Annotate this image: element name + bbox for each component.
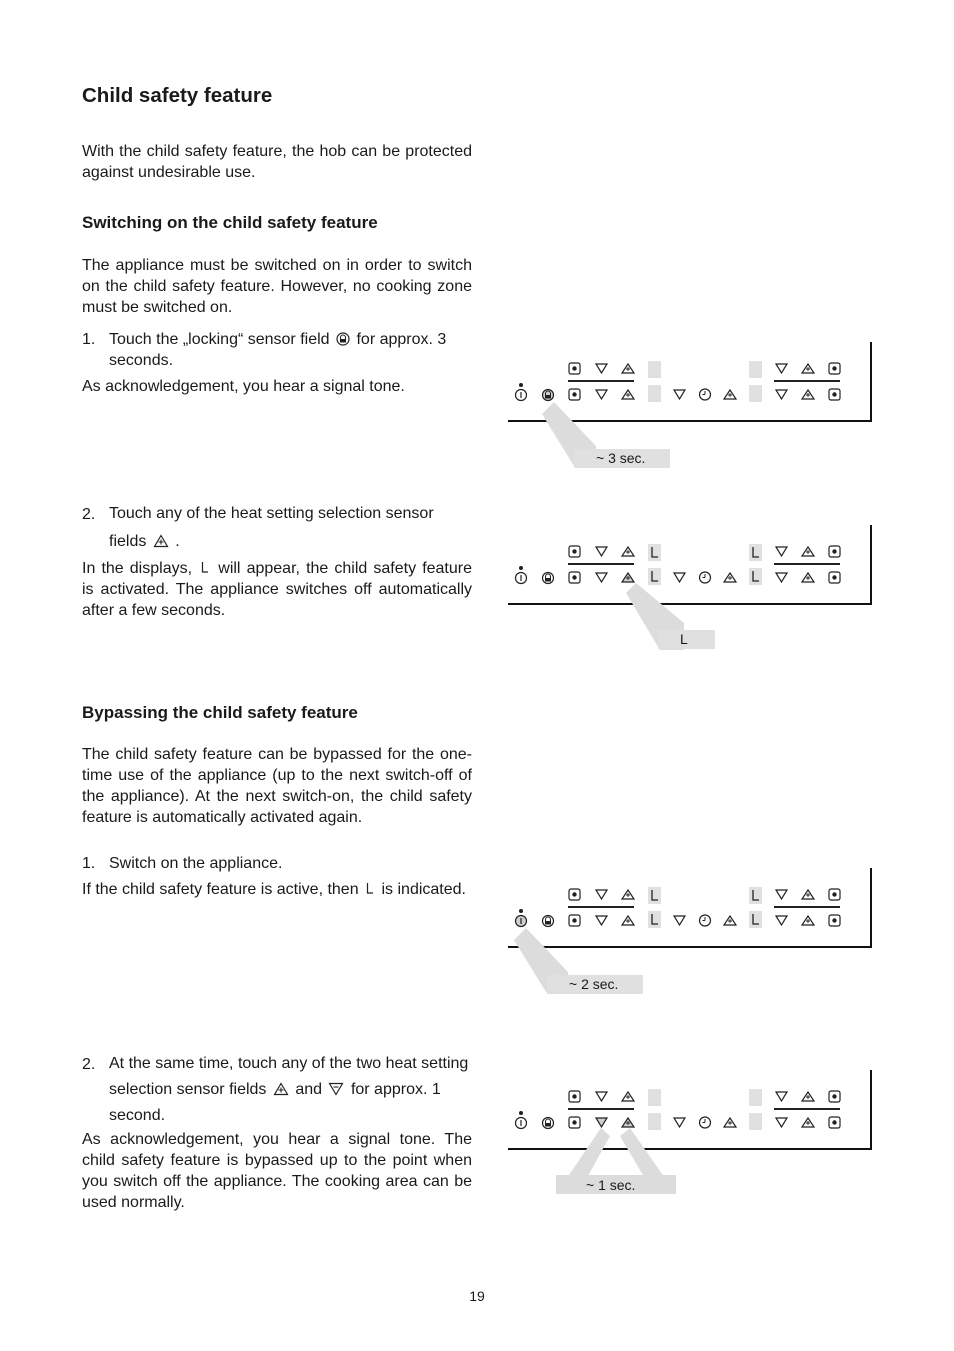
display-L-left [648,887,661,928]
lock-icon [336,332,350,346]
control-panel-diagram-2 [508,525,874,655]
on-off-icon [516,1111,527,1129]
center-controls [674,1117,736,1128]
page-title: Child safety feature [82,84,273,107]
step-number: 2. [82,1056,96,1073]
step-text: Touch any of the heat setting selection sensor fields [109,505,434,550]
display-paragraph [82,558,472,621]
on-off-icon [516,383,527,401]
switching-on-paragraph: The appliance must be switched on in order to switch on the child safety feature. However, no cooking zone must be switched on. [82,257,472,316]
control-panel-diagram-4 [508,1070,874,1200]
left-zone-controls [568,1091,634,1128]
display-left-top [648,361,661,378]
right-zone-controls [774,546,840,583]
right-zone-controls [774,1091,840,1128]
callout-1-sec: ~ 1 sec. [586,1177,636,1193]
center-controls [674,915,736,926]
display-left-top [648,1089,661,1106]
step-text: and [295,1081,323,1098]
plus-triangle-icon [153,534,169,548]
step-text: Switch on the appliance. [109,855,283,872]
indication-text: is indicated. [381,881,466,898]
control-panel-4 [508,1070,874,1200]
heading-bypassing: Bypassing the child safety feature [82,703,358,722]
step-number: 2. [82,506,96,523]
center-controls [674,572,736,583]
display-text: will appear, the child safety feature is activated. The appliance switches off automatically after a few seconds. [82,560,473,619]
minus-triangle-icon [328,1082,344,1096]
center-controls [674,389,736,400]
display-left-bottom [648,385,661,402]
intro-paragraph: With the child safety feature, the hob can be protected against undesirable use. [82,143,472,181]
right-zone-controls [774,889,840,926]
callout-2-sec: ~ 2 sec. [547,975,643,994]
bypass-acknowledgement: As acknowledgement, you hear a signal tone. The child safety feature is bypassed up to the point when you switch off the appliance. The cooking area can be used normally. [82,1131,472,1211]
indication-paragraph [82,879,472,900]
lock-icon [543,1118,554,1129]
lock-icon [543,916,554,927]
right-zone-controls [774,363,840,400]
display-L-icon [200,561,210,575]
control-panel-diagram-1 [508,342,874,472]
left-zone-controls [568,363,634,400]
display-L-right [749,887,762,928]
callout-3-sec: ~ 3 sec. [574,449,670,468]
on-off-icon-highlighted [516,909,527,927]
display-right-top [749,361,762,378]
plus-triangle-icon [273,1082,289,1096]
bypassing-paragraph: The child safety feature can be bypassed for the one-time use of the appliance (up to the next switch-off of the appliance). At the next switch-on, the child safety feature is automatically activated again. [82,746,472,826]
step-number: 1. [82,855,96,872]
on-off-icon [516,566,527,584]
callout-L-display: L [658,630,715,649]
display-L-left [648,544,661,585]
display-right-bottom [749,385,762,402]
left-zone-controls [568,889,634,926]
step-text: Touch the „locking“ sensor field [109,331,330,348]
page-number: 19 [469,1288,485,1304]
display-right-top [749,1089,762,1106]
display-left-bottom [648,1113,661,1130]
display-L-icon [365,882,375,896]
left-zone-controls [568,546,634,583]
lock-icon [543,573,554,584]
control-panel-diagram-3 [508,868,874,998]
display-L-right [749,544,762,585]
heading-switching-on: Switching on the child safety feature [82,213,378,232]
acknowledgement-text: As acknowledgement, you hear a signal tone. [82,378,405,395]
control-panel-1 [508,342,874,472]
lock-icon-highlighted [543,390,554,401]
step-text: At the same time, touch any of the two heat setting selection sensor fields [109,1055,469,1098]
display-right-bottom [749,1113,762,1130]
step-text: for approx. 3 seconds. [109,331,447,369]
step-number: 1. [82,331,96,348]
indication-text: If the child safety feature is active, then [82,881,359,898]
step-text: for approx. 1 second. [109,1081,441,1124]
display-text: In the displays, [82,560,193,577]
step-text: . [175,533,180,550]
